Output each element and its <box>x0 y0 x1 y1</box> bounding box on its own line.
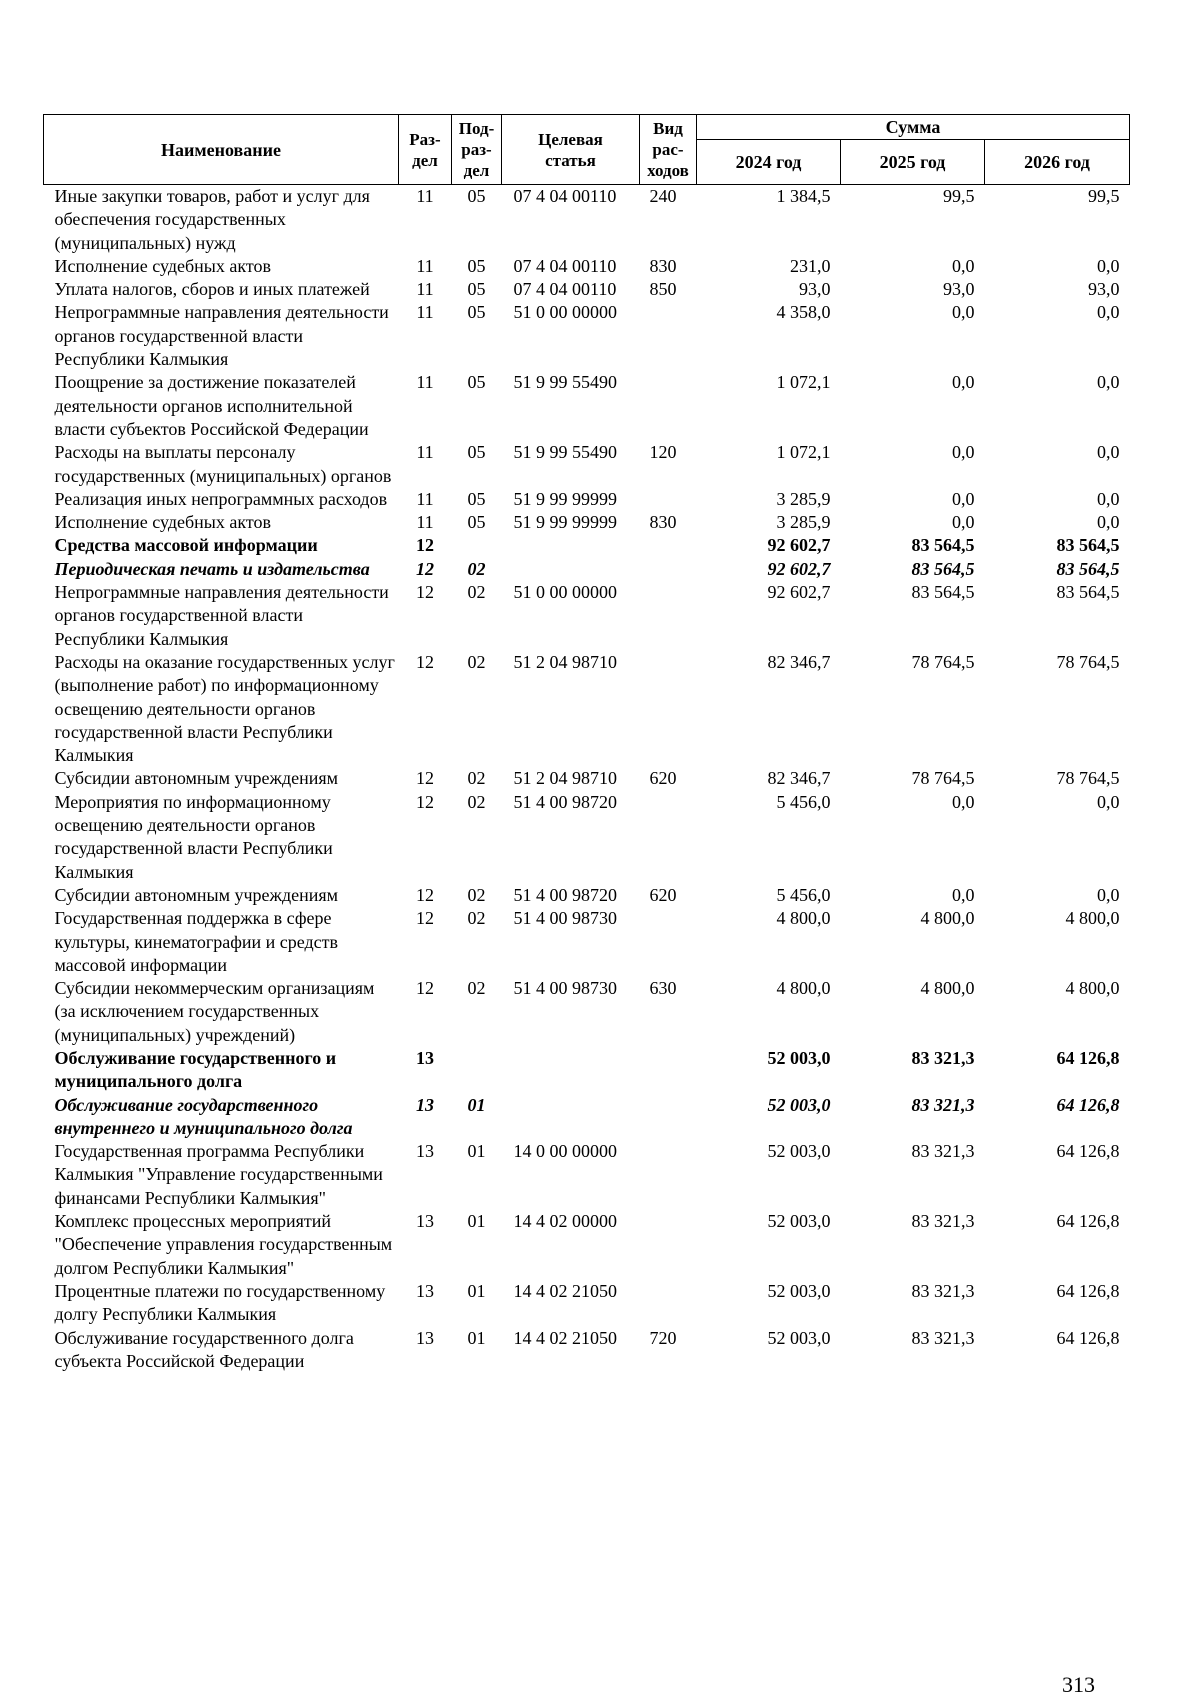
row-vid <box>640 1047 697 1094</box>
row-2024: 82 346,7 <box>767 651 831 672</box>
row-vid <box>640 651 697 767</box>
row-2025: 0,0 <box>952 791 975 812</box>
row-razdel: 12 <box>416 908 434 929</box>
row-celevaya: 14 4 02 21050 <box>513 1280 617 1301</box>
row-celevaya: 51 9 99 99999 <box>513 512 617 533</box>
header-name: Наименование <box>44 115 399 185</box>
row-2025: 0,0 <box>952 884 975 905</box>
row-2024: 231,0 <box>790 255 831 276</box>
table-row <box>44 441 1130 488</box>
row-podrazdel: 05 <box>467 255 486 276</box>
row-2025: 83 321,3 <box>911 1094 975 1115</box>
row-name: Исполнение судебных актов <box>54 255 272 276</box>
row-vid: 720 <box>649 1327 677 1348</box>
row-2025: 78 764,5 <box>911 768 975 789</box>
row-2024: 1 384,5 <box>776 186 831 206</box>
row-celevaya <box>502 1094 640 1141</box>
row-podrazdel: 01 <box>467 1094 486 1115</box>
row-razdel: 13 <box>416 1280 434 1301</box>
row-vid: 830 <box>649 512 677 533</box>
row-celevaya: 51 9 99 55490 <box>513 372 617 393</box>
row-2025: 0,0 <box>952 302 975 323</box>
row-podrazdel <box>452 534 502 557</box>
row-podrazdel: 05 <box>467 488 486 509</box>
row-podrazdel: 02 <box>467 884 486 905</box>
row-celevaya: 07 4 04 00110 <box>513 255 617 276</box>
row-vid <box>640 907 697 977</box>
row-2026: 64 126,8 <box>1056 1094 1120 1115</box>
row-celevaya: 51 9 99 55490 <box>513 442 617 463</box>
row-celevaya: 51 4 00 98720 <box>513 884 617 905</box>
row-podrazdel: 02 <box>467 768 486 789</box>
row-podrazdel: 02 <box>467 791 486 812</box>
row-2026: 0,0 <box>1097 791 1120 812</box>
row-name: Комплекс процессных мероприятий "Обеспечение управления государственным долгом Республики Калмыкия" <box>54 1211 393 1278</box>
header-razdel: Раз- дел <box>399 115 452 185</box>
row-name: Государственная поддержка в сфере культуры, кинематографии и средств массовой информации <box>54 908 339 975</box>
table-header <box>44 115 1130 185</box>
row-vid: 620 <box>649 884 677 905</box>
row-razdel: 13 <box>416 1094 434 1115</box>
row-2024: 92 602,7 <box>767 535 831 556</box>
row-name: Государственная программа Республики Калмыкия "Управление государственными финансами Республики Калмыкия" <box>54 1141 383 1208</box>
row-razdel: 11 <box>416 279 434 300</box>
table-row <box>44 581 1130 651</box>
row-2026: 99,5 <box>1088 186 1120 206</box>
row-2024: 52 003,0 <box>767 1141 831 1162</box>
table-row <box>44 1280 1130 1327</box>
row-2026: 4 800,0 <box>1065 978 1120 999</box>
row-name: Средства массовой информации <box>54 535 318 556</box>
table-row <box>44 1327 1130 1374</box>
table-body <box>44 185 1130 1374</box>
table-row <box>44 1094 1130 1141</box>
row-razdel: 12 <box>416 651 434 672</box>
row-vid: 630 <box>649 978 677 999</box>
row-2026: 0,0 <box>1097 884 1120 905</box>
row-2025: 99,5 <box>943 186 975 206</box>
row-2024: 3 285,9 <box>776 488 831 509</box>
row-name: Обслуживание государственного долга субъекта Российской Федерации <box>54 1327 354 1371</box>
row-razdel: 11 <box>416 512 434 533</box>
row-razdel: 11 <box>416 255 434 276</box>
row-name: Расходы на выплаты персоналу государственных (муниципальных) органов <box>54 442 392 486</box>
row-podrazdel: 01 <box>467 1280 486 1301</box>
row-celevaya <box>502 558 640 581</box>
row-vid <box>640 791 697 884</box>
row-podrazdel: 05 <box>467 279 486 300</box>
row-celevaya: 51 4 00 98730 <box>513 908 617 929</box>
header-celevaya: Целевая статья <box>502 115 640 185</box>
row-celevaya: 07 4 04 00110 <box>513 279 617 300</box>
table-row <box>44 791 1130 884</box>
row-vid <box>640 534 697 557</box>
header-2026: 2026 год <box>985 140 1130 185</box>
row-celevaya: 14 4 02 00000 <box>513 1211 617 1232</box>
row-razdel: 13 <box>416 1327 434 1348</box>
budget-table <box>43 114 1130 1373</box>
row-2025: 83 321,3 <box>911 1141 975 1162</box>
row-vid: 620 <box>649 768 677 789</box>
row-name: Субсидии некоммерческим организациям (за исключением государственных (муниципальных) учреждений) <box>54 978 375 1045</box>
row-podrazdel: 01 <box>467 1211 486 1232</box>
table-row <box>44 301 1130 371</box>
row-razdel: 11 <box>416 488 434 509</box>
row-2024: 52 003,0 <box>767 1211 831 1232</box>
row-2024: 52 003,0 <box>767 1094 831 1115</box>
row-2024: 93,0 <box>799 279 831 300</box>
row-name: Субсидии автономным учреждениям <box>54 768 339 789</box>
row-vid: 240 <box>649 186 677 206</box>
row-razdel: 13 <box>416 1211 434 1232</box>
row-celevaya: 14 0 00 00000 <box>513 1141 617 1162</box>
row-2025: 0,0 <box>952 372 975 393</box>
row-name: Уплата налогов, сборов и иных платежей <box>54 279 370 300</box>
row-razdel: 12 <box>416 535 434 556</box>
header-podrazdel: Под- раз- дел <box>452 115 502 185</box>
row-podrazdel: 02 <box>467 651 486 672</box>
row-2025: 83 321,3 <box>911 1280 975 1301</box>
table-row <box>44 1210 1130 1280</box>
row-2025: 0,0 <box>952 255 975 276</box>
row-2026: 0,0 <box>1097 255 1120 276</box>
row-celevaya: 51 4 00 98730 <box>513 978 617 999</box>
row-name: Непрограммные направления деятельности органов государственной власти Республики Калмыкия <box>54 582 389 649</box>
row-razdel: 12 <box>416 884 434 905</box>
table-row <box>44 977 1130 1047</box>
row-name: Реализация иных непрограммных расходов <box>54 488 388 509</box>
row-2026: 0,0 <box>1097 512 1120 533</box>
row-2026: 4 800,0 <box>1065 908 1120 929</box>
row-name: Субсидии автономным учреждениям <box>54 884 339 905</box>
row-vid <box>640 301 697 371</box>
row-celevaya: 07 4 04 00110 <box>513 186 617 206</box>
row-vid <box>640 1210 697 1280</box>
row-2024: 82 346,7 <box>767 768 831 789</box>
row-celevaya <box>502 534 640 557</box>
row-2026: 78 764,5 <box>1056 768 1120 789</box>
row-name: Процентные платежи по государственному долгу Республики Калмыкия <box>54 1280 386 1325</box>
row-2026: 93,0 <box>1088 279 1120 300</box>
row-2024: 92 602,7 <box>767 558 831 579</box>
row-2024: 3 285,9 <box>776 512 831 533</box>
row-vid <box>640 371 697 441</box>
row-name: Расходы на оказание государственных услуг (выполнение работ) по информационному освещению деятельности органов государственной власти Республики Калмыкия <box>54 651 395 766</box>
row-podrazdel: 05 <box>467 186 486 206</box>
row-2026: 0,0 <box>1097 372 1120 393</box>
row-2025: 93,0 <box>943 279 975 300</box>
row-podrazdel: 01 <box>467 1327 486 1348</box>
row-podrazdel: 05 <box>467 372 486 393</box>
row-2024: 5 456,0 <box>776 791 831 812</box>
row-vid: 830 <box>649 255 677 276</box>
row-2025: 83 564,5 <box>911 558 975 579</box>
row-vid: 120 <box>649 442 677 463</box>
row-podrazdel: 01 <box>467 1141 486 1162</box>
row-2025: 4 800,0 <box>920 978 975 999</box>
row-2024: 92 602,7 <box>767 582 831 603</box>
row-2026: 0,0 <box>1097 442 1120 463</box>
table-row <box>44 1047 1130 1094</box>
row-celevaya: 51 9 99 99999 <box>513 488 617 509</box>
row-2025: 78 764,5 <box>911 651 975 672</box>
row-name: Обслуживание государственного и муниципального долга <box>54 1047 337 1092</box>
row-2024: 5 456,0 <box>776 884 831 905</box>
table-row <box>44 534 1130 557</box>
row-podrazdel: 02 <box>467 558 486 579</box>
row-name: Исполнение судебных актов <box>54 512 272 533</box>
row-name: Обслуживание государственного внутреннего и муниципального долга <box>54 1094 353 1138</box>
row-razdel: 13 <box>416 1141 434 1162</box>
table-row <box>44 488 1130 511</box>
row-vid <box>640 1280 697 1327</box>
row-2026: 64 126,8 <box>1056 1327 1120 1348</box>
row-2026: 64 126,8 <box>1056 1047 1120 1068</box>
row-2024: 4 358,0 <box>776 302 831 323</box>
row-2024: 52 003,0 <box>767 1327 831 1348</box>
header-summa: Сумма <box>697 115 1130 140</box>
row-vid <box>640 558 697 581</box>
row-podrazdel: 02 <box>467 582 486 603</box>
table-row <box>44 907 1130 977</box>
row-razdel: 13 <box>416 1047 434 1068</box>
row-celevaya: 51 0 00 00000 <box>513 302 617 323</box>
header-2025: 2025 год <box>841 140 985 185</box>
row-razdel: 12 <box>416 558 434 579</box>
row-2024: 52 003,0 <box>767 1280 831 1301</box>
row-razdel: 12 <box>416 791 434 812</box>
row-podrazdel: 02 <box>467 908 486 929</box>
row-name: Мероприятия по информационному освещению деятельности органов государственной власти Республики Калмыкия <box>54 791 333 882</box>
row-razdel: 12 <box>416 768 434 789</box>
row-2024: 1 072,1 <box>776 442 831 463</box>
row-podrazdel: 05 <box>467 442 486 463</box>
row-2024: 4 800,0 <box>776 978 831 999</box>
row-2025: 83 321,3 <box>911 1047 975 1068</box>
row-2024: 52 003,0 <box>767 1047 831 1068</box>
row-2026: 83 564,5 <box>1056 582 1120 603</box>
row-2026: 83 564,5 <box>1056 558 1120 579</box>
row-name: Периодическая печать и издательства <box>54 558 370 579</box>
row-2026: 0,0 <box>1097 488 1120 509</box>
row-2026: 78 764,5 <box>1056 651 1120 672</box>
row-2026: 64 126,8 <box>1056 1141 1120 1162</box>
table-row <box>44 511 1130 534</box>
row-name: Поощрение за достижение показателей деятельности органов исполнительной власти субъектов Российской Федерации <box>54 372 369 439</box>
row-name: Непрограммные направления деятельности органов государственной власти Республики Калмыкия <box>54 302 389 370</box>
row-celevaya: 51 0 00 00000 <box>513 582 617 603</box>
row-vid <box>640 1140 697 1210</box>
row-razdel: 11 <box>416 372 434 393</box>
row-celevaya: 51 2 04 98710 <box>513 768 617 789</box>
row-2025: 83 564,5 <box>911 582 975 603</box>
row-celevaya <box>502 1047 640 1094</box>
row-razdel: 11 <box>416 302 434 323</box>
page-number: 313 <box>1062 1672 1095 1697</box>
row-celevaya: 51 2 04 98710 <box>513 651 617 672</box>
row-razdel: 12 <box>416 582 434 603</box>
row-2025: 83 564,5 <box>911 535 975 556</box>
row-2025: 0,0 <box>952 442 975 463</box>
table-row <box>44 884 1130 907</box>
row-2025: 83 321,3 <box>911 1211 975 1232</box>
row-podrazdel: 05 <box>467 302 486 323</box>
row-2026: 64 126,8 <box>1056 1211 1120 1232</box>
row-2025: 0,0 <box>952 512 975 533</box>
row-razdel: 11 <box>416 186 434 206</box>
row-celevaya: 51 4 00 98720 <box>513 791 617 812</box>
table-row <box>44 278 1130 301</box>
header-vid: Вид рас- ходов <box>640 115 697 185</box>
row-podrazdel: 02 <box>467 978 486 999</box>
table-row <box>44 651 1130 767</box>
row-name: Иные закупки товаров, работ и услуг для обеспечения государственных (муниципальных) нужд <box>54 186 370 253</box>
row-2025: 0,0 <box>952 488 975 509</box>
table-row <box>44 767 1130 790</box>
row-2026: 64 126,8 <box>1056 1280 1120 1301</box>
row-vid <box>640 1094 697 1141</box>
row-vid <box>640 488 697 511</box>
table-row <box>44 185 1130 255</box>
row-2026: 0,0 <box>1097 302 1120 323</box>
row-vid: 850 <box>649 279 677 300</box>
row-2024: 4 800,0 <box>776 908 831 929</box>
row-podrazdel: 05 <box>467 512 486 533</box>
row-2025: 4 800,0 <box>920 908 975 929</box>
row-2024: 1 072,1 <box>776 372 831 393</box>
row-podrazdel <box>452 1047 502 1094</box>
table-row <box>44 1140 1130 1210</box>
header-2024: 2024 год <box>697 140 841 185</box>
table-row <box>44 255 1130 278</box>
row-2026: 83 564,5 <box>1056 535 1120 556</box>
table-row <box>44 371 1130 441</box>
table-row <box>44 558 1130 581</box>
row-celevaya: 14 4 02 21050 <box>513 1327 617 1348</box>
row-vid <box>640 581 697 651</box>
row-razdel: 11 <box>416 442 434 463</box>
row-2025: 83 321,3 <box>911 1327 975 1348</box>
row-razdel: 12 <box>416 978 434 999</box>
budget-table-container <box>43 114 1129 1373</box>
